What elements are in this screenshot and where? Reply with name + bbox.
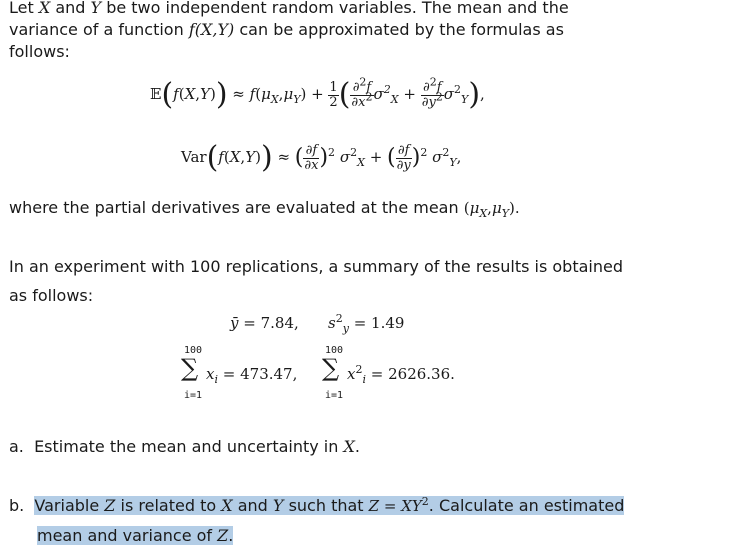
sum-x2-sigma: ∑: [322, 354, 340, 382]
var-y: Y: [90, 0, 102, 17]
experiment-line-1: In an experiment with 100 replications, a summary of the results is obtained: [9, 257, 623, 276]
where-line: where the partial derivatives are evaluated at the mean $(\mu_X,\mu_Y)$.: [9, 198, 520, 220]
sum-x2-stat: $x^2_i = 2626.36$.: [347, 363, 455, 386]
sum-x-stat: $x_i = 473.47$,: [206, 365, 298, 386]
sum-x-value: 473.47,: [240, 365, 298, 383]
question-b-highlight-1: Variable Z is related to X and Y such that $Z = XY^2$. Calculate an estimated: [34, 495, 625, 515]
question-b-line-1: [9, 495, 624, 517]
sy2-stat: $s^2_y = 1.49$: [328, 312, 405, 335]
question-b-variable: Variable: [34, 496, 100, 515]
sum-x-upper: 100: [184, 345, 203, 356]
intro-variance: variance of a function: [9, 20, 184, 39]
intro-let: Let: [9, 0, 34, 17]
question-b-mean-var: mean and variance of: [37, 526, 213, 545]
question-a: a. Estimate the mean and uncertainty in X.: [9, 437, 360, 456]
question-b-and: and: [237, 496, 268, 515]
intro-line-1: [9, 0, 569, 19]
experiment-line-2: as follows:: [9, 286, 94, 305]
question-b-calc: . Calculate an estimated: [428, 496, 625, 515]
formula-mean: 𝔼(f(X,Y)) ≈ $f(\mu_X,\mu_Y)$ + $\frac{1}{2}$ ( $\frac{\partial^2f}{\partial x^2}$ $\sigma^2_X$ + $\frac{\partial^2f}{\partial y^2}$ $\sigma^2_Y$),: [150, 75, 485, 112]
intro-line-3: follows:: [9, 42, 70, 61]
sum-x2-value: 2626.36.: [388, 365, 455, 383]
question-a-label: a.: [9, 437, 24, 456]
intro-rest: be two independent random variables. The mean and the: [106, 0, 569, 17]
sum-x-sigma: ∑: [181, 354, 199, 382]
question-b-highlight-2: mean and variance of Z.: [37, 526, 234, 545]
sum-x-lower: i=1: [184, 390, 203, 401]
intro-approx: can be approximated by the formulas as: [239, 20, 564, 39]
formula-variance: Var(f(X,Y)) ≈ ( $\frac{\partial f}{\partial x}$ )$^2$ $\sigma^2_X$ + ( $\frac{\partial f}{\partial y}$ )$^2$ $\sigma^2_Y$,: [181, 140, 462, 175]
sum-x2-lower: i=1: [325, 390, 344, 401]
sum-x2-upper: 100: [325, 345, 344, 356]
expect-symbol: 𝔼: [150, 85, 162, 103]
question-b-line-2: [37, 525, 233, 547]
ybar-value: 7.84,: [260, 314, 299, 332]
intro-and: and: [55, 0, 86, 17]
question-b-such-that: such that: [288, 496, 364, 515]
question-b-label: b.: [9, 496, 25, 515]
where-text: where the partial derivatives are evaluated at the mean: [9, 198, 459, 217]
ybar-stat: ȳ = 7.84,: [230, 314, 299, 332]
intro-line-2: [9, 19, 564, 41]
func-fxy: f(X,Y): [188, 20, 235, 39]
var-x: X: [38, 0, 51, 17]
question-a-text: Estimate the mean and uncertainty in: [34, 437, 339, 456]
question-b-related: is related to: [120, 496, 217, 515]
sy2-value: 1.49: [371, 314, 405, 332]
